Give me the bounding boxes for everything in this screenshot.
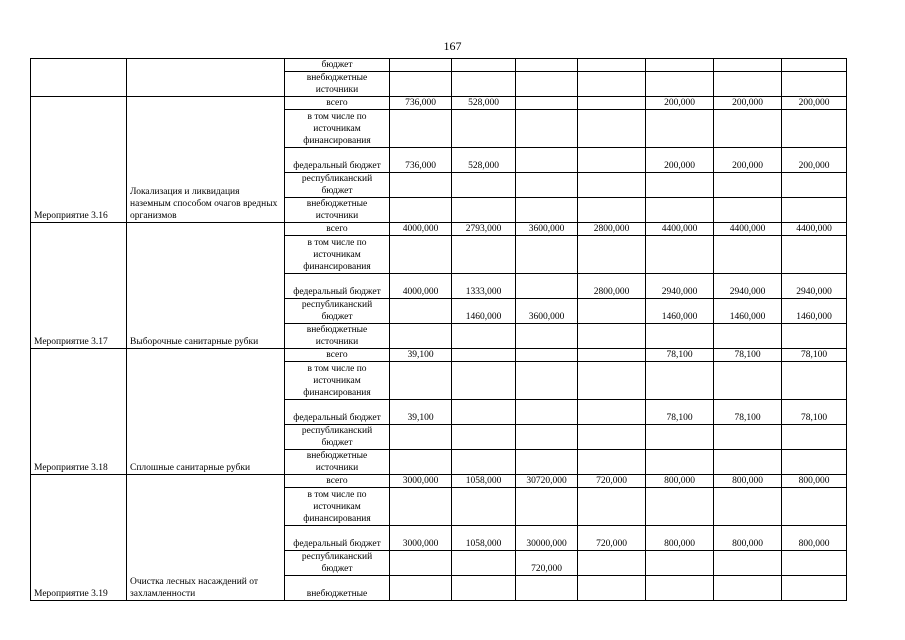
value-cell: 4400,000 bbox=[714, 223, 782, 236]
value-cell bbox=[714, 236, 782, 274]
value-cell bbox=[516, 72, 578, 97]
value-cell bbox=[782, 324, 847, 349]
value-cell: 30720,000 bbox=[516, 475, 578, 488]
value-cell bbox=[390, 59, 452, 72]
value-cell bbox=[578, 72, 646, 97]
value-cell bbox=[452, 72, 516, 97]
value-cell bbox=[714, 173, 782, 198]
value-cell bbox=[452, 576, 516, 601]
value-cell bbox=[782, 110, 847, 148]
value-cell: 2940,000 bbox=[782, 274, 847, 299]
value-cell: 736,000 bbox=[390, 97, 452, 110]
value-cell bbox=[390, 236, 452, 274]
value-cell bbox=[516, 59, 578, 72]
value-cell: 720,000 bbox=[578, 526, 646, 551]
funding-source-cell: федеральный бюджет bbox=[285, 274, 390, 299]
funding-source-cell: федеральный бюджет bbox=[285, 400, 390, 425]
value-cell bbox=[646, 425, 714, 450]
value-cell bbox=[782, 173, 847, 198]
value-cell bbox=[390, 425, 452, 450]
value-cell bbox=[390, 551, 452, 576]
value-cell bbox=[452, 425, 516, 450]
funding-source-cell: внебюджетные источники bbox=[285, 72, 390, 97]
measure-name-cell: Очистка лесных насаждений от захламленности bbox=[127, 475, 285, 601]
value-cell: 78,100 bbox=[714, 349, 782, 362]
value-cell bbox=[516, 576, 578, 601]
value-cell bbox=[452, 450, 516, 475]
value-cell: 528,000 bbox=[452, 148, 516, 173]
funding-source-cell: республиканский бюджет bbox=[285, 425, 390, 450]
value-cell: 200,000 bbox=[782, 148, 847, 173]
value-cell bbox=[714, 576, 782, 601]
value-cell: 1333,000 bbox=[452, 274, 516, 299]
measure-label-cell bbox=[31, 59, 127, 97]
value-cell bbox=[578, 551, 646, 576]
value-cell bbox=[646, 324, 714, 349]
value-cell: 78,100 bbox=[782, 400, 847, 425]
value-cell bbox=[390, 110, 452, 148]
value-cell bbox=[452, 198, 516, 223]
value-cell bbox=[516, 362, 578, 400]
value-cell bbox=[578, 148, 646, 173]
value-cell bbox=[578, 400, 646, 425]
funding-source-cell: внебюджетные источники bbox=[285, 324, 390, 349]
value-cell bbox=[452, 236, 516, 274]
value-cell bbox=[646, 198, 714, 223]
value-cell bbox=[516, 236, 578, 274]
value-cell bbox=[714, 488, 782, 526]
measure-name-cell: Сплошные санитарные рубки bbox=[127, 349, 285, 475]
value-cell bbox=[578, 198, 646, 223]
budget-table bbox=[30, 58, 847, 601]
value-cell bbox=[516, 97, 578, 110]
value-cell bbox=[578, 488, 646, 526]
table-body bbox=[31, 59, 847, 601]
value-cell bbox=[782, 198, 847, 223]
value-cell bbox=[452, 488, 516, 526]
value-cell: 1460,000 bbox=[714, 299, 782, 324]
value-cell bbox=[578, 362, 646, 400]
value-cell: 3000,000 bbox=[390, 475, 452, 488]
value-cell bbox=[782, 425, 847, 450]
value-cell: 200,000 bbox=[714, 97, 782, 110]
value-cell: 800,000 bbox=[714, 526, 782, 551]
table-row bbox=[31, 59, 847, 72]
value-cell bbox=[782, 450, 847, 475]
funding-source-cell: федеральный бюджет bbox=[285, 148, 390, 173]
value-cell bbox=[516, 173, 578, 198]
value-cell bbox=[782, 576, 847, 601]
value-cell: 1058,000 bbox=[452, 526, 516, 551]
value-cell bbox=[390, 198, 452, 223]
value-cell: 2800,000 bbox=[578, 223, 646, 236]
value-cell bbox=[646, 59, 714, 72]
funding-source-cell: внебюджетные bbox=[285, 576, 390, 601]
value-cell bbox=[646, 362, 714, 400]
table-row bbox=[31, 97, 847, 110]
table-row bbox=[31, 223, 847, 236]
value-cell: 1460,000 bbox=[646, 299, 714, 324]
measure-label-cell: Мероприятие 3.18 bbox=[31, 349, 127, 475]
value-cell bbox=[516, 274, 578, 299]
value-cell bbox=[390, 576, 452, 601]
value-cell: 2800,000 bbox=[578, 274, 646, 299]
funding-source-cell: в том числе по источникам финансирования bbox=[285, 110, 390, 148]
measure-name-cell: Локализация и ликвидация наземным способом очагов вредных организмов bbox=[127, 97, 285, 223]
value-cell: 30000,000 bbox=[516, 526, 578, 551]
value-cell bbox=[516, 148, 578, 173]
value-cell: 39,100 bbox=[390, 349, 452, 362]
value-cell bbox=[714, 110, 782, 148]
value-cell bbox=[578, 236, 646, 274]
value-cell: 2940,000 bbox=[714, 274, 782, 299]
value-cell bbox=[782, 236, 847, 274]
value-cell bbox=[578, 576, 646, 601]
value-cell: 1460,000 bbox=[782, 299, 847, 324]
value-cell bbox=[782, 551, 847, 576]
value-cell bbox=[452, 349, 516, 362]
value-cell bbox=[578, 299, 646, 324]
value-cell bbox=[578, 450, 646, 475]
value-cell bbox=[646, 236, 714, 274]
value-cell bbox=[646, 488, 714, 526]
value-cell: 4400,000 bbox=[782, 223, 847, 236]
value-cell bbox=[578, 324, 646, 349]
value-cell bbox=[714, 72, 782, 97]
value-cell bbox=[782, 59, 847, 72]
value-cell bbox=[714, 425, 782, 450]
value-cell bbox=[646, 110, 714, 148]
value-cell bbox=[714, 450, 782, 475]
value-cell bbox=[714, 551, 782, 576]
funding-source-cell: республиканский бюджет bbox=[285, 299, 390, 324]
value-cell bbox=[578, 425, 646, 450]
value-cell: 78,100 bbox=[646, 400, 714, 425]
funding-source-cell: внебюджетные источники bbox=[285, 450, 390, 475]
funding-source-cell: в том числе по источникам финансирования bbox=[285, 236, 390, 274]
value-cell: 3600,000 bbox=[516, 223, 578, 236]
value-cell bbox=[516, 488, 578, 526]
value-cell bbox=[646, 173, 714, 198]
funding-source-cell: республиканский бюджет bbox=[285, 173, 390, 198]
value-cell: 200,000 bbox=[646, 97, 714, 110]
value-cell: 200,000 bbox=[646, 148, 714, 173]
value-cell bbox=[516, 425, 578, 450]
value-cell: 528,000 bbox=[452, 97, 516, 110]
measure-name-cell bbox=[127, 59, 285, 97]
value-cell: 720,000 bbox=[516, 551, 578, 576]
value-cell: 200,000 bbox=[714, 148, 782, 173]
value-cell: 3600,000 bbox=[516, 299, 578, 324]
value-cell bbox=[714, 59, 782, 72]
value-cell: 4000,000 bbox=[390, 223, 452, 236]
value-cell bbox=[390, 173, 452, 198]
table-row bbox=[31, 349, 847, 362]
funding-source-cell: всего bbox=[285, 349, 390, 362]
funding-source-cell: федеральный бюджет bbox=[285, 526, 390, 551]
value-cell bbox=[578, 349, 646, 362]
value-cell: 1460,000 bbox=[452, 299, 516, 324]
value-cell bbox=[390, 72, 452, 97]
value-cell bbox=[452, 400, 516, 425]
value-cell bbox=[714, 362, 782, 400]
value-cell: 720,000 bbox=[578, 475, 646, 488]
funding-source-cell: всего bbox=[285, 97, 390, 110]
measure-name-cell: Выборочные санитарные рубки bbox=[127, 223, 285, 349]
funding-source-cell: в том числе по источникам финансирования bbox=[285, 488, 390, 526]
value-cell bbox=[782, 488, 847, 526]
funding-source-cell: всего bbox=[285, 223, 390, 236]
value-cell bbox=[646, 576, 714, 601]
value-cell bbox=[516, 324, 578, 349]
value-cell: 78,100 bbox=[782, 349, 847, 362]
measure-label-cell: Мероприятие 3.17 bbox=[31, 223, 127, 349]
value-cell bbox=[452, 173, 516, 198]
funding-source-cell: республиканский бюджет bbox=[285, 551, 390, 576]
value-cell bbox=[516, 110, 578, 148]
value-cell: 800,000 bbox=[646, 526, 714, 551]
value-cell bbox=[452, 551, 516, 576]
value-cell bbox=[390, 299, 452, 324]
value-cell: 4000,000 bbox=[390, 274, 452, 299]
value-cell bbox=[390, 362, 452, 400]
value-cell bbox=[452, 324, 516, 349]
value-cell: 3000,000 bbox=[390, 526, 452, 551]
value-cell bbox=[646, 72, 714, 97]
funding-source-cell: всего bbox=[285, 475, 390, 488]
value-cell bbox=[578, 59, 646, 72]
value-cell bbox=[782, 362, 847, 400]
value-cell bbox=[516, 198, 578, 223]
measure-label-cell: Мероприятие 3.19 bbox=[31, 475, 127, 601]
value-cell bbox=[452, 110, 516, 148]
value-cell: 1058,000 bbox=[452, 475, 516, 488]
measure-label-cell: Мероприятие 3.16 bbox=[31, 97, 127, 223]
value-cell: 78,100 bbox=[714, 400, 782, 425]
value-cell: 800,000 bbox=[782, 475, 847, 488]
value-cell bbox=[782, 72, 847, 97]
value-cell bbox=[646, 551, 714, 576]
value-cell bbox=[452, 59, 516, 72]
funding-source-cell: бюджет bbox=[285, 59, 390, 72]
value-cell: 39,100 bbox=[390, 400, 452, 425]
value-cell bbox=[452, 362, 516, 400]
value-cell bbox=[390, 324, 452, 349]
value-cell: 2940,000 bbox=[646, 274, 714, 299]
table-row bbox=[31, 475, 847, 488]
funding-source-cell: внебюджетные источники bbox=[285, 198, 390, 223]
value-cell bbox=[516, 450, 578, 475]
value-cell bbox=[516, 349, 578, 362]
page-number: 167 bbox=[443, 39, 462, 53]
value-cell bbox=[516, 400, 578, 425]
value-cell bbox=[578, 173, 646, 198]
value-cell: 2793,000 bbox=[452, 223, 516, 236]
value-cell bbox=[714, 324, 782, 349]
funding-source-cell: в том числе по источникам финансирования bbox=[285, 362, 390, 400]
value-cell: 736,000 bbox=[390, 148, 452, 173]
value-cell bbox=[646, 450, 714, 475]
value-cell: 4400,000 bbox=[646, 223, 714, 236]
value-cell bbox=[390, 450, 452, 475]
value-cell bbox=[714, 198, 782, 223]
value-cell: 800,000 bbox=[646, 475, 714, 488]
value-cell bbox=[390, 488, 452, 526]
value-cell bbox=[578, 110, 646, 148]
value-cell: 800,000 bbox=[782, 526, 847, 551]
value-cell: 200,000 bbox=[782, 97, 847, 110]
value-cell: 800,000 bbox=[714, 475, 782, 488]
value-cell: 78,100 bbox=[646, 349, 714, 362]
value-cell bbox=[578, 97, 646, 110]
